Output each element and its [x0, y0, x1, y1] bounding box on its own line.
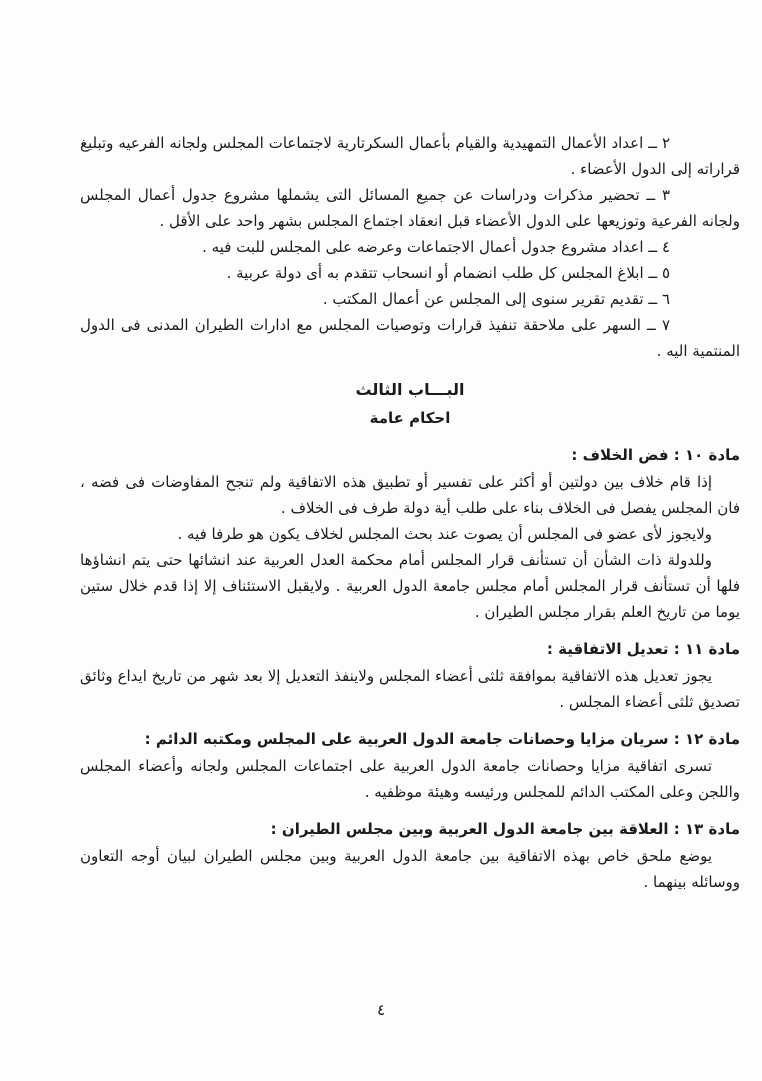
clause-item-4: ٤ ــ اعداد مشروع جدول أعمال الاجتماعات وعرضه على المجلس للبت فيه . [202, 238, 670, 256]
article-12-heading: مادة ١٢ : سريان مزايا وحصانات جامعة الدول العربية على المجلس ومكتبه الدائم : [144, 730, 740, 748]
article-10-heading: مادة ١٠ : فض الخلاف : [571, 446, 740, 464]
article-13-paragraph: يوضع ملحق خاص بهذه الاتفاقية بين جامعة الدول العربية وبين مجلس الطيران لبيان أوجه التعاون ووسائله بينهما . [80, 847, 740, 891]
clause-item-3: ٣ ــ تحضير مذكرات ودراسات عن جميع المسائل التى يشملها مشروع جدول أعمال المجلس ولجانه الفرعية وتوزيعها على الدول الأعضاء قبل انعقاد اجتماع المجلس بشهر واحد على الأقل . [80, 186, 740, 230]
clause-item-6: ٦ ــ تقديم تقرير سنوى إلى المجلس عن أعمال المكتب . [322, 290, 670, 308]
part-heading: البـــاب الثالث [355, 380, 465, 399]
clause-item-2: ٢ ــ اعداد الأعمال التمهيدية والقيام بأعمال السكرتارية لاجتماعات المجلس ولجانه الفرعيه وتبليغ قراراته إلى الدول الأعضاء . [80, 134, 740, 178]
article-10-paragraph: ولايجوز لأى عضو فى المجلس أن يصوت عند بحث المجلس لخلاف يكون هو طرفا فيه . [177, 525, 712, 543]
article-10-paragraph: وللدولة ذات الشأن أن تستأنف قرار المجلس أمام محكمة العدل العربية عند انشائها حتى يتم انشاؤها فلها أن تستأنف قرار المجلس أمام مجلس جامعة الدول العربية . ولايقبل الاستئناف إلا إذا قدم خلال ستين يوما من تاريخ العلم بقرار مجلس الطيران . [80, 551, 740, 621]
clause-item-5: ٥ ــ ابلاغ المجلس كل طلب انضمام أو انسحاب تتقدم به أى دولة عربية . [226, 264, 670, 282]
article-13-heading: مادة ١٣ : العلاقة بين جامعة الدول العربية وبين مجلس الطيران : [270, 820, 740, 838]
document-text-block [80, 130, 740, 895]
article-12 [80, 726, 740, 805]
article-10-paragraph: إذا قام خلاف بين دولتين أو أكثر على تفسير أو تطبيق هذه الاتفاقية ولم تنجح المفاوضات فى فضه ، فان المجلس يفصل فى الخلاف بناء على طلب أية دولة طرف فى الخلاف . [80, 473, 740, 517]
article-13 [80, 816, 740, 895]
article-11-paragraph: يجوز تعديل هذه الاتفاقية بموافقة ثلثى أعضاء المجلس ولاينفذ التعديل إلا بعد شهر من تاريخ ايداع وثائق تصديق ثلثى أعضاء المجلس . [80, 667, 740, 711]
article-11-heading: مادة ١١ : تعديل الاتفاقية : [546, 640, 740, 658]
part-subheading: احكام عامة [369, 409, 451, 427]
article-12-paragraph: تسرى اتفاقية مزايا وحصانات جامعة الدول العربية على اجتماعات المجلس ولجانه وأعضاء المجلس واللجن وعلى المكتب الدائم للمجلس ورئيسه وهيئة موظفيه . [80, 757, 740, 801]
article-10 [80, 442, 740, 625]
clause-item-7: ٧ ــ السهر على ملاحقة تنفيذ قرارات وتوصيات المجلس مع ادارات الطيران المدنى فى الدول المنتمية اليه . [80, 316, 740, 360]
article-11 [80, 636, 740, 715]
page-number: ٤ [376, 1001, 386, 1019]
